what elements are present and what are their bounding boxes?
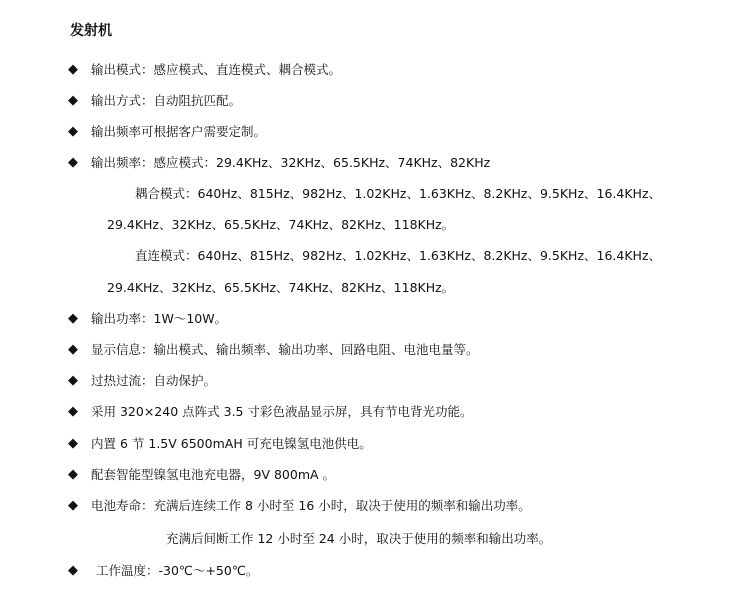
diamond-bullet-icon: ◆ (68, 62, 78, 77)
spec-charger: 配套智能型镍氢电池充电器，9V 800mA 。 (91, 467, 336, 482)
spec-output-method: 输出方式：自动阻抗匹配。 (91, 93, 242, 108)
spec-frequency-coupling: 耦合模式：640Hz、815Hz、982Hz、1.02KHz、1.63KHz、8.2KHz、9.5KHz、16.4KHz、 (135, 186, 662, 201)
diamond-bullet-icon: ◆ (68, 342, 78, 357)
spec-protection: 过热过流：自动保护。 (91, 373, 217, 388)
diamond-bullet-icon: ◆ (68, 155, 78, 170)
diamond-bullet-icon: ◆ (68, 467, 78, 482)
spec-output-mode: 输出模式：感应模式、直连模式、耦合模式。 (91, 62, 342, 77)
spec-frequency-direct: 直连模式：640Hz、815Hz、982Hz、1.02KHz、1.63KHz、8.2KHz、9.5KHz、16.4KHz、 (135, 248, 662, 263)
diamond-bullet-icon: ◆ (68, 436, 78, 451)
spec-battery: 内置 6 节 1.5V 6500mAH 可充电镍氢电池供电。 (91, 436, 372, 451)
diamond-bullet-icon: ◆ (68, 563, 78, 578)
spec-frequency-custom: 输出频率可根据客户需要定制。 (91, 124, 267, 139)
section-title: 发射机 (70, 23, 112, 39)
diamond-bullet-icon: ◆ (68, 373, 78, 388)
spec-frequency-induction: 输出频率：感应模式：29.4KHz、32KHz、65.5KHz、74KHz、82KHz (91, 155, 491, 170)
spec-operating-temperature: 工作温度：-30℃～+50℃。 (96, 563, 259, 578)
spec-frequency-direct-cont: 29.4KHz、32KHz、65.5KHz、74KHz、82KHz、118KHz。 (107, 280, 455, 295)
spec-battery-life-intermittent: 充满后间断工作 12 小时至 24 小时，取决于使用的频率和输出功率。 (166, 531, 552, 546)
spec-display-info: 显示信息：输出模式、输出频率、输出功率、回路电阻、电池电量等。 (91, 342, 479, 357)
diamond-bullet-icon: ◆ (68, 498, 78, 513)
diamond-bullet-icon: ◆ (68, 311, 78, 326)
spec-battery-life: 电池寿命：充满后连续工作 8 小时至 16 小时，取决于使用的频率和输出功率。 (91, 498, 531, 513)
spec-frequency-coupling-cont: 29.4KHz、32KHz、65.5KHz、74KHz、82KHz、118KHz。 (107, 217, 455, 232)
diamond-bullet-icon: ◆ (68, 124, 78, 139)
spec-output-power: 输出功率：1W～10W。 (91, 311, 228, 326)
diamond-bullet-icon: ◆ (68, 93, 78, 108)
spec-screen: 采用 320×240 点阵式 3.5 寸彩色液晶显示屏，具有节电背光功能。 (91, 404, 473, 419)
diamond-bullet-icon: ◆ (68, 404, 78, 419)
